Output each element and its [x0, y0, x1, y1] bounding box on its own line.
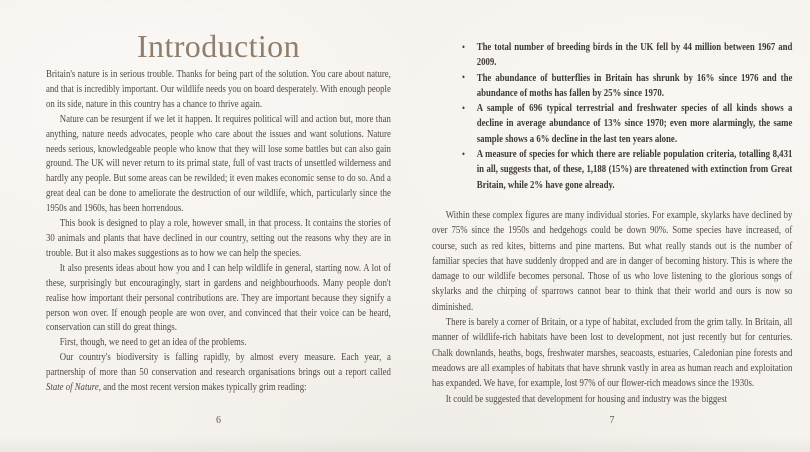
- text-run: Within these complex figures are many individual stories. For example, skylarks have declined by over 75% since the 1950s and hedgehogs could be down 90%. Some species have increased, of course, such as red kites, bitterns and pine martens. But what really stands out is the number of familiar species that have suddenly dropped and are in danger of becoming history. This is where the damage to our wildlife becomes personal. Those of us who love listening to the glorious songs of skylarks and the chirping of sparrows cannot bear to think that their world and ours is now so diminished.: [432, 209, 793, 313]
- bullet-icon: •: [462, 148, 465, 159]
- left-page-number: 6: [216, 415, 221, 426]
- paragraph: [46, 217, 391, 262]
- bullet-item: [432, 40, 792, 71]
- bullet-icon: •: [462, 102, 465, 113]
- paragraph: [432, 315, 792, 391]
- text-run: , and the most recent version makes typically grim reading:: [98, 382, 307, 394]
- paragraph: [46, 68, 391, 113]
- paragraph: [432, 208, 792, 315]
- text-run: First, though, we need to get an idea of the problems.: [59, 337, 247, 349]
- italic-text: State of Nature: [46, 382, 99, 394]
- text-run: Our country's biodiversity is falling rapidly, by almost every measure. Each year, a partnership of more than 50 conservation and research organisations brings out a report called: [46, 352, 391, 379]
- page-title: Introduction: [137, 28, 300, 64]
- bullet-icon: •: [462, 72, 465, 83]
- bullet-icon: •: [462, 41, 465, 52]
- bullet-text: A sample of 696 typical terrestrial and freshwater species of all kinds shows a decline in average abundance of 13% since 1970; even more alarmingly, the same sample shows a 6% decline in the last ten years alone.: [476, 103, 793, 145]
- paragraph: [46, 336, 391, 351]
- paragraph: [46, 351, 391, 396]
- text-run: Nature can be resurgent if we let it happen. It requires political will and action but, more than anything, nature needs advocates, people who care about the issues and want solutions. Nature needs serious, knowledgeable people who know that they will lose some battles but can also gain ground. The UK will never return to its primal state, full of vast tracts of unsettled wilderness and hardly any people. But some areas can be rewilded; it even makes economic sense to do so. And a great deal can be done to ameliorate the destruction of our wildlife, which, particularly since the 1950s and 1960s, has been horrendous.: [46, 113, 391, 215]
- left-page-body: [46, 68, 391, 396]
- text-run: There is barely a corner of Britain, or a type of habitat, excluded from the grim tally. In Britain, all manner of wildlife-rich habitats have been lost to development, not just recently but for centuries. Chalk downlands, heaths, bogs, freshwater marshes, seacoasts, estuaries, Caledonian pine forests and meadows are all examples of habitats that have shrunk vastly in area as human reach and exploitation has expanded. We have, for example, lost 97% of our flower-rich meadows since the 1930s.: [432, 317, 793, 390]
- bullet-item: [432, 147, 792, 193]
- text-run: It could be suggested that development for housing and industry was the biggest: [445, 393, 728, 405]
- left-page: [46, 0, 391, 452]
- bullet-text: The abundance of butterflies in Britain has shrunk by 16% since 1976 and the abundance of moths has fallen by 25% since 1970.: [476, 72, 793, 99]
- paragraph: [432, 392, 792, 407]
- text-run: It also presents ideas about how you and I can help wildlife in general, starting now. A lot of these, surprisingly but encouragingly, start in gardens and neighbourhoods. Many people don't realise how important their personal contributions are. They are important because they signify a person won over. If enough people are won over, and convinced that their voice can be heard, conservation can still do great things.: [46, 262, 391, 334]
- right-page: [432, 0, 792, 452]
- right-page-number: 7: [609, 415, 615, 426]
- right-page-body: [432, 208, 792, 407]
- text-run: This book is designed to play a role, however small, in that process. It contains the stories of 30 animals and plants that have declined in our country, setting out the reasons why they are in trouble. But it also makes suggestions as to how we can help the species.: [46, 218, 391, 259]
- bullet-text: The total number of breeding birds in the UK fell by 44 million between 1967 and 2009.: [476, 42, 793, 69]
- text-run: Britain's nature is in serious trouble. Thanks for being part of the solution. You care about nature, and that is incredibly important. Our wildlife needs you on board desperately. With enough people on its side, nature in this country has a chance to thrive again.: [46, 69, 391, 110]
- bullet-text: A measure of species for which there are reliable population criteria, totalling 8,431 in all, suggests that, of these, 1,188 (15%) are threatened with extinction from Great Britain, while 2% have gone already.: [476, 149, 793, 191]
- bullet-item: [432, 101, 792, 147]
- paragraph: [46, 113, 391, 217]
- bullet-item: [432, 71, 792, 102]
- bullet-list: [432, 40, 792, 193]
- paragraph: [46, 262, 391, 337]
